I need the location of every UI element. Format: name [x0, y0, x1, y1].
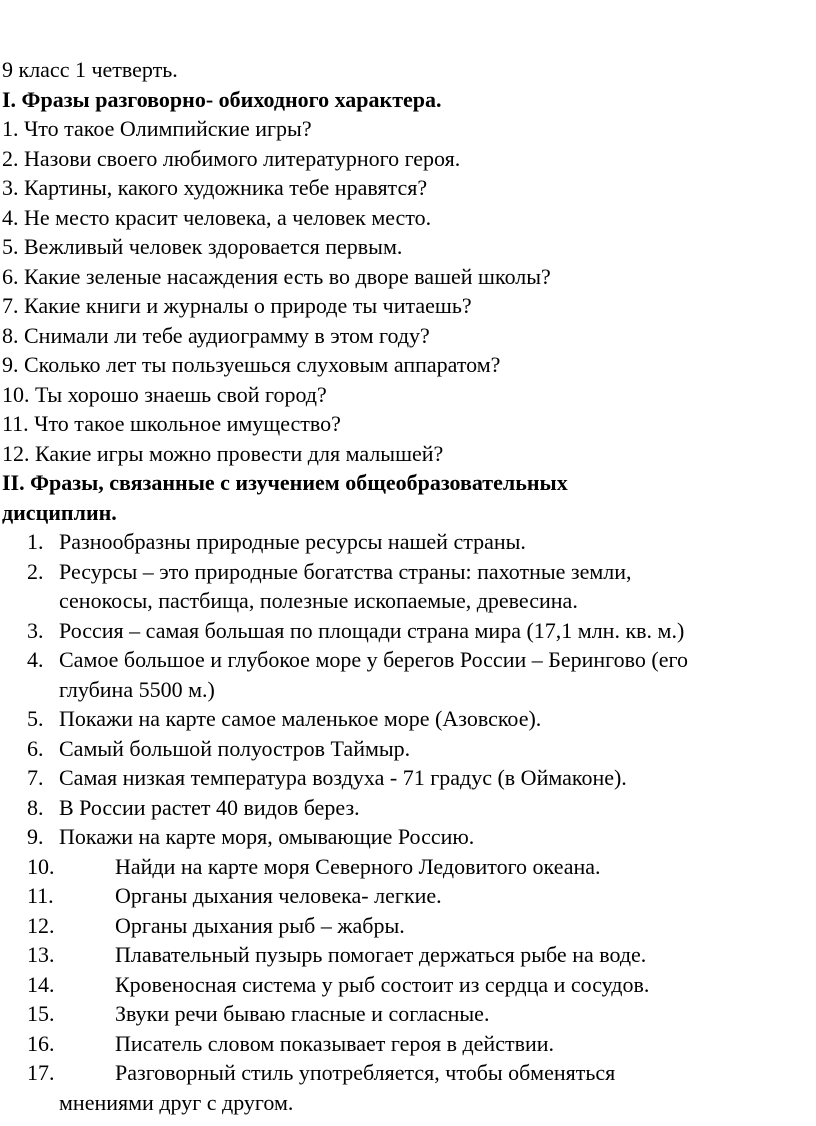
document-page: [0, 55, 812, 1117]
list-item-number: 3.: [27, 617, 44, 643]
list-item: 1. Что такое Олимпийские игры?: [2, 116, 312, 141]
list-item-text-continued: сенокосы, пастбища, полезные ископаемые, древесина.: [59, 588, 578, 613]
list-item: 10. Ты хорошо знаешь свой город?: [2, 381, 327, 407]
list-item-number: 15.: [27, 1001, 55, 1026]
list-item-text: Звуки речи бываю гласные и согласные.: [115, 1001, 490, 1026]
list-item-text: Самый большой полуостров Таймыр.: [59, 735, 411, 761]
list-item: [0, 970, 812, 1000]
list-item: 8. Снимали ли тебе аудиограмму в этом году?: [2, 322, 430, 348]
list-item-text: Самое большое и глубокое море у берегов России – Берингово (его: [59, 647, 688, 672]
list-item-text: Разговорный стиль употребляется, чтобы обменяться: [115, 1060, 616, 1085]
list-item: [0, 793, 812, 823]
list-item: 11. Что такое школьное имущество?: [2, 411, 341, 436]
list-item: 7. Какие книги и журналы о природе ты читаешь?: [2, 293, 472, 318]
list-item-number: 1.: [27, 529, 44, 554]
list-item-text: Кровеносная система у рыб состоит из сердца и сосудов.: [115, 971, 650, 997]
list-item: 5. Вежливый человек здоровается первым.: [2, 234, 403, 259]
list-item-text-continued: глубина 5500 м.): [59, 676, 215, 702]
document-header: 9 класс 1 четверть.: [2, 57, 178, 82]
section-2-title-line-1: II. Фразы, связанные с изучением общеобразовательных: [2, 470, 568, 495]
list-item-number: 9.: [27, 824, 44, 849]
list-item: 2. Назови своего любимого литературного героя.: [2, 145, 461, 171]
list-item-text: Органы дыхания рыб – жабры.: [115, 912, 405, 938]
list-item-text-continued: мнениями друг с другом.: [59, 1089, 294, 1115]
list-item-number: 12.: [27, 912, 55, 938]
list-item: [0, 1058, 812, 1117]
section-1-list: [0, 114, 812, 468]
list-item-text: Органы дыхания человека- легкие.: [115, 883, 442, 908]
list-item-text: Писатель словом показывает героя в действии.: [115, 1030, 555, 1056]
list-item-text: Разнообразны природные ресурсы нашей страны.: [59, 529, 526, 554]
list-item-text: Найди на карте моря Северного Ледовитого океана.: [115, 853, 601, 879]
list-item-number: 8.: [27, 794, 44, 820]
list-item: [0, 852, 812, 882]
list-item: [0, 704, 812, 734]
list-item: [0, 1029, 812, 1059]
section-2-title-line-2: дисциплин.: [2, 499, 117, 525]
list-item: 9. Сколько лет ты пользуешься слуховым аппаратом?: [2, 352, 501, 377]
list-item-text: Покажи на карте моря, омывающие Россию.: [59, 824, 475, 849]
list-item: [0, 911, 812, 941]
section-2-list: [0, 527, 812, 1117]
list-item-text: Самая низкая температура воздуха - 71 градус (в Оймаконе).: [59, 765, 627, 790]
list-item-text: Покажи на карте самое маленькое море (Азовское).: [59, 706, 542, 731]
list-item: 12. Какие игры можно провести для малышей?: [2, 440, 444, 466]
list-item: 4. Не место красит человека, а человек место.: [2, 204, 432, 230]
list-item: [0, 616, 812, 646]
section-1-title: I. Фразы разговорно- обиходного характера.: [2, 86, 442, 112]
list-item-number: 11.: [27, 883, 54, 908]
list-item: [0, 881, 812, 911]
list-item-number: 13.: [27, 942, 55, 967]
list-item-text: Россия – самая большая по площади страна мира (17,1 млн. кв. м.): [59, 617, 685, 643]
list-item-number: 7.: [27, 765, 44, 790]
list-item-number: 5.: [27, 706, 44, 731]
list-item-text: В России растет 40 видов берез.: [59, 794, 360, 820]
list-item-number: 6.: [27, 735, 44, 761]
list-item-number: 14.: [27, 971, 55, 997]
list-item: [0, 940, 812, 970]
list-item-number: 2.: [27, 558, 44, 584]
list-item: [0, 999, 812, 1029]
list-item-number: 17.: [27, 1060, 55, 1085]
list-item: 6. Какие зеленые насаждения есть во дворе вашей школы?: [2, 263, 551, 289]
list-item: [0, 527, 812, 557]
list-item-text: Ресурсы – это природные богатства страны: пахотные земли,: [59, 558, 632, 584]
list-item: [0, 557, 812, 616]
list-item-number: 4.: [27, 647, 44, 672]
list-item: [0, 822, 812, 852]
list-item: [0, 734, 812, 764]
list-item-number: 16.: [27, 1030, 55, 1056]
list-item: [0, 763, 812, 793]
list-item-number: 10.: [27, 853, 55, 879]
list-item-text: Плавательный пузырь помогает держаться рыбе на воде.: [115, 942, 647, 967]
list-item: 3. Картины, какого художника тебе нравятся?: [2, 175, 428, 200]
list-item: [0, 645, 812, 704]
